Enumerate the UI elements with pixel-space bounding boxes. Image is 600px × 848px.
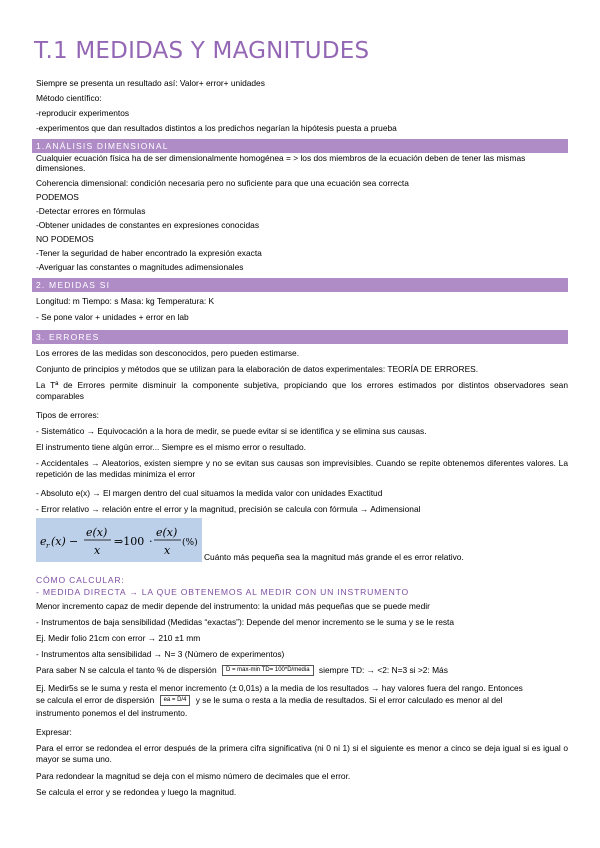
text-line: - Absoluto e(x) → El margen dentro del cual situamos la medida valor con unidades Exactitud [36,488,383,498]
section-heading-medidas: 2. MEDIDAS SI [32,278,568,292]
text-line: - Sistemático → Equivocación a la hora de medir, se puede evitar si se identifica y se elimina sus causas. [36,426,427,436]
text-line: - Se pone valor + unidades + error en lab [36,312,189,322]
svg-text:·: · [149,535,153,548]
svg-text:(x): (x) [51,535,66,548]
intro-line: Método científico: [36,93,102,103]
text-line: Longitud: m Tiempo: s Masa: kg Temperatura: K [36,296,215,306]
example-line: instrumento ponemos el del instrumento. [36,708,188,718]
example-line: Ej. Medir5s se le suma y resta el menor incremento (± 0,01s) a la media de los resultados → hay valores fuera del rango. Entonces [36,683,523,693]
text-line: Conjunto de principios y métodos que se utilizan para la elaboración de datos experimentales: TEORÍA DE ERRORES. [36,364,479,374]
svg-text:⇒100: ⇒100 [114,535,145,548]
example-text: se calcula el error de dispersión [36,695,155,705]
formula-graphic [36,518,202,562]
svg-text:e(x): e(x) [86,526,108,539]
text-line: NO PODEMOS [36,234,94,244]
text-line: Menor incremento capaz de medir depende del instrumento: la unidad más pequeñas que se puede medir [36,601,430,611]
text-line: El instrumento tiene algún error... Siempre es el mismo error o resultado. [36,442,306,452]
dispersion-error-box: ea = D/4 [160,695,191,706]
text-line: -Tener la seguridad de haber encontrado la expresión exacta [36,248,262,258]
text-line: Cualquier ecuación física ha de ser dimensionalmente homogénea = > los dos miembros de la ecuación deben de tener las mismas dimensiones. [36,154,526,173]
page-title: T.1 MEDIDAS Y MAGNITUDES [34,38,370,64]
intro-line: Siempre se presenta un resultado así: Valor+ error+ unidades [36,78,265,88]
dispersion-formula-box: D = max-min TD= 100*D/media [222,665,314,676]
example-line-2 [36,695,568,706]
svg-text:e: e [40,535,47,548]
text-line: PODEMOS [36,192,79,202]
text-line: -Detectar errores en fórmulas [36,206,146,216]
svg-text:x: x [164,544,171,557]
text-line: Expresar: [36,727,72,737]
svg-text:(%): (%) [182,538,198,548]
intro-line: -reproducir experimentos [36,108,130,118]
text-line: - Instrumentos de baja sensibilidad (Medidas “exactas”): Depende del menor incremento se le suma y se le resta [36,617,455,627]
dispersion-text: Para saber N se calcula el tanto % de dispersión [36,665,217,675]
relative-error-formula [36,518,202,562]
svg-text:r: r [46,542,50,550]
subheading-medida-directa: - MEDIDA DIRECTA → LA QUE OBTENEMOS AL MEDIR CON UN INSTRUMENTO [36,587,410,597]
text-line: Coherencia dimensional: condición necesaria pero no suficiente para que una ecuación sea correcta [36,178,409,188]
svg-text:e(x): e(x) [156,526,178,539]
text-line: Ej. Medir folio 21cm con error → 210 ±1 mm [36,633,201,643]
text-line: Tipos de errores: [36,410,99,420]
section-heading-errores: 3. ERRORES [32,330,568,344]
text-line: - Instrumentos alta sensibilidad → N= 3 (Número de experimentos) [36,649,285,659]
intro-line: -experimentos que dan resultados distintos a los predichos negarían la hipótesis puesta a prueba [36,123,397,133]
text-line: Se calcula el error y se redondea y luego la magnitud. [36,787,237,797]
text-line: Los errores de las medidas son desconocidos, pero pueden estimarse. [36,348,300,358]
section-heading-analisis: 1.ANÁLISIS DIMENSIONAL [32,139,568,153]
text-line: -Averiguar las constantes o magnitudes adimensionales [36,262,244,272]
text-line: - Error relativo → relación entre el error y la magnitud, precisión se calcula con fórmula → Adimensional [36,504,421,514]
dispersion-line [36,665,568,676]
formula-caption: Cuánto más pequeña sea la magnitud más grande el es error relativo. [204,552,464,562]
text-line: - Accidentales → Aleatorios, existen siempre y no se evitan sus causas son imprevisibles. Cuando se repite obtenemos diferentes valores. La repetición de las medidas minimiza el error [36,458,568,479]
example-text-end: y se le suma o resta a la media de resultados. Si el error calculado es menor al del [195,695,503,705]
text-line: Para el error se redondea el error después de la primera cifra significativa (ni 0 ni 1) si el siguiente es menor a cinco se deja igual si es igual o mayor se suma uno. [36,743,568,764]
dispersion-text-end: siempre TD: → <2: N=3 si >2: Más [318,665,448,675]
svg-text:x: x [94,544,101,557]
text-line: La Tª de Errores permite disminuir la componente subjetiva, propiciando que los errores estimados por distintos observadores sean comparables [36,380,568,401]
text-line: -Obtener unidades de constantes en expresiones conocidas [36,220,260,230]
svg-text:−: − [69,535,79,548]
text-line: Para redondear la magnitud se deja con el mismo número de decimales que el error. [36,771,351,781]
subheading-como-calcular: CÓMO CALCULAR: [36,575,125,585]
